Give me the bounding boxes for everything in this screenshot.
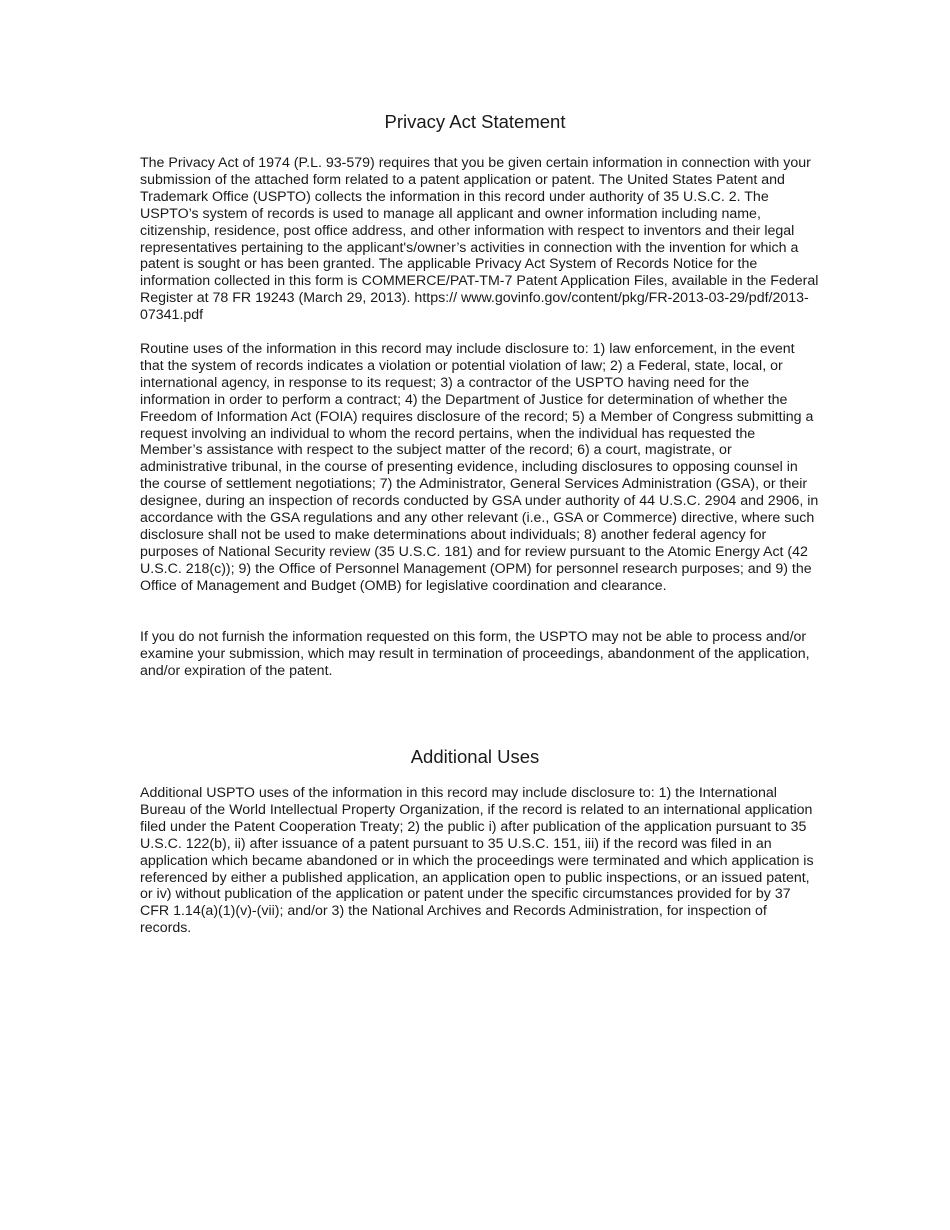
privacy-act-paragraph-authority: The Privacy Act of 1974 (P.L. 93-579) requires that you be given certain information in connection with your submission of the attached form related to a patent application or patent. The United States Patent and Trademark Office (USPTO) collects the information in this record under authority of 35 U.S.C. 2. The USPTO’s system of records is used to manage all applicant and owner information including name, citizenship, residence, post office address, and other information with respect to inventors and their legal representatives pertaining to the applicant's/owner’s activities in connection with the invention for which a patent is sought or has been granted. The applicable Privacy Act System of Records Notice for the information collected in this form is COMMERCE/PAT-TM-7 Patent Application Files, available in the Federal Register at 78 FR 19243 (March 29, 2013). https:// www.govinfo.gov/content/pkg/FR-2013-03-29/pdf/2013-07341.pdf xyxy=(140,155,819,324)
additional-uses-title: Additional Uses xyxy=(410,746,540,767)
additional-uses-paragraph: Additional USPTO uses of the information in this record may include disclosure to: 1) the International Bureau of the World Intellectual Property Organization, if the record is related to an international application filed under the Patent Cooperation Treaty; 2) the public i) after publication of the application pursuant to 35 U.S.C. 122(b), ii) after issuance of a patent pursuant to 35 U.S.C. 151, iii) if the record was filed in an application which became abandoned or in which the proceedings were terminated and which application is referenced by either a published application, an application open to public inspections, or an issued patent, or iv) without publication of the application or patent under the specific circumstances provided for by 37 CFR 1.14(a)(1)(v)-(vii); and/or 3) the National Archives and Records Administration, for inspection of records. xyxy=(140,785,814,937)
privacy-act-paragraph-consequences: If you do not furnish the information requested on this form, the USPTO may not be able to process and/or examine your submission, which may result in termination of proceedings, abandonment of the application, and/or expiration of the patent. xyxy=(140,629,810,679)
privacy-act-title: Privacy Act Statement xyxy=(384,111,566,132)
privacy-act-paragraph-routine-uses: Routine uses of the information in this record may include disclosure to: 1) law enforcement, in the event that the system of records indicates a violation or potential violation of law; 2) a Federal, state, local, or international agency, in response to its request; 3) a contractor of the USPTO having need for the information in order to perform a contract; 4) the Department of Justice for determination of whether the Freedom of Information Act (FOIA) requires disclosure of the record; 5) a Member of Congress submitting a request involving an individual to whom the record pertains, when the individual has requested the Member’s assistance with respect to the subject matter of the record; 6) a court, magistrate, or administrative tribunal, in the course of presenting evidence, including disclosures to opposing counsel in the course of settlement negotiations; 7) the Administrator, General Services Administration (GSA), or their designee, during an inspection of records conducted by GSA under authority of 44 U.S.C. 2904 and 2906, in accordance with the GSA regulations and any other relevant (i.e., GSA or Commerce) directive, where such disclosure shall not be used to make determinations about individuals; 8) another federal agency for purposes of National Security review (35 U.S.C. 181) and for review pursuant to the Atomic Energy Act (42 U.S.C. 218(c)); 9) the Office of Personnel Management (OPM) for personnel research purposes; and 9) the Office of Management and Budget (OMB) for legislative coordination and clearance. xyxy=(140,341,819,594)
